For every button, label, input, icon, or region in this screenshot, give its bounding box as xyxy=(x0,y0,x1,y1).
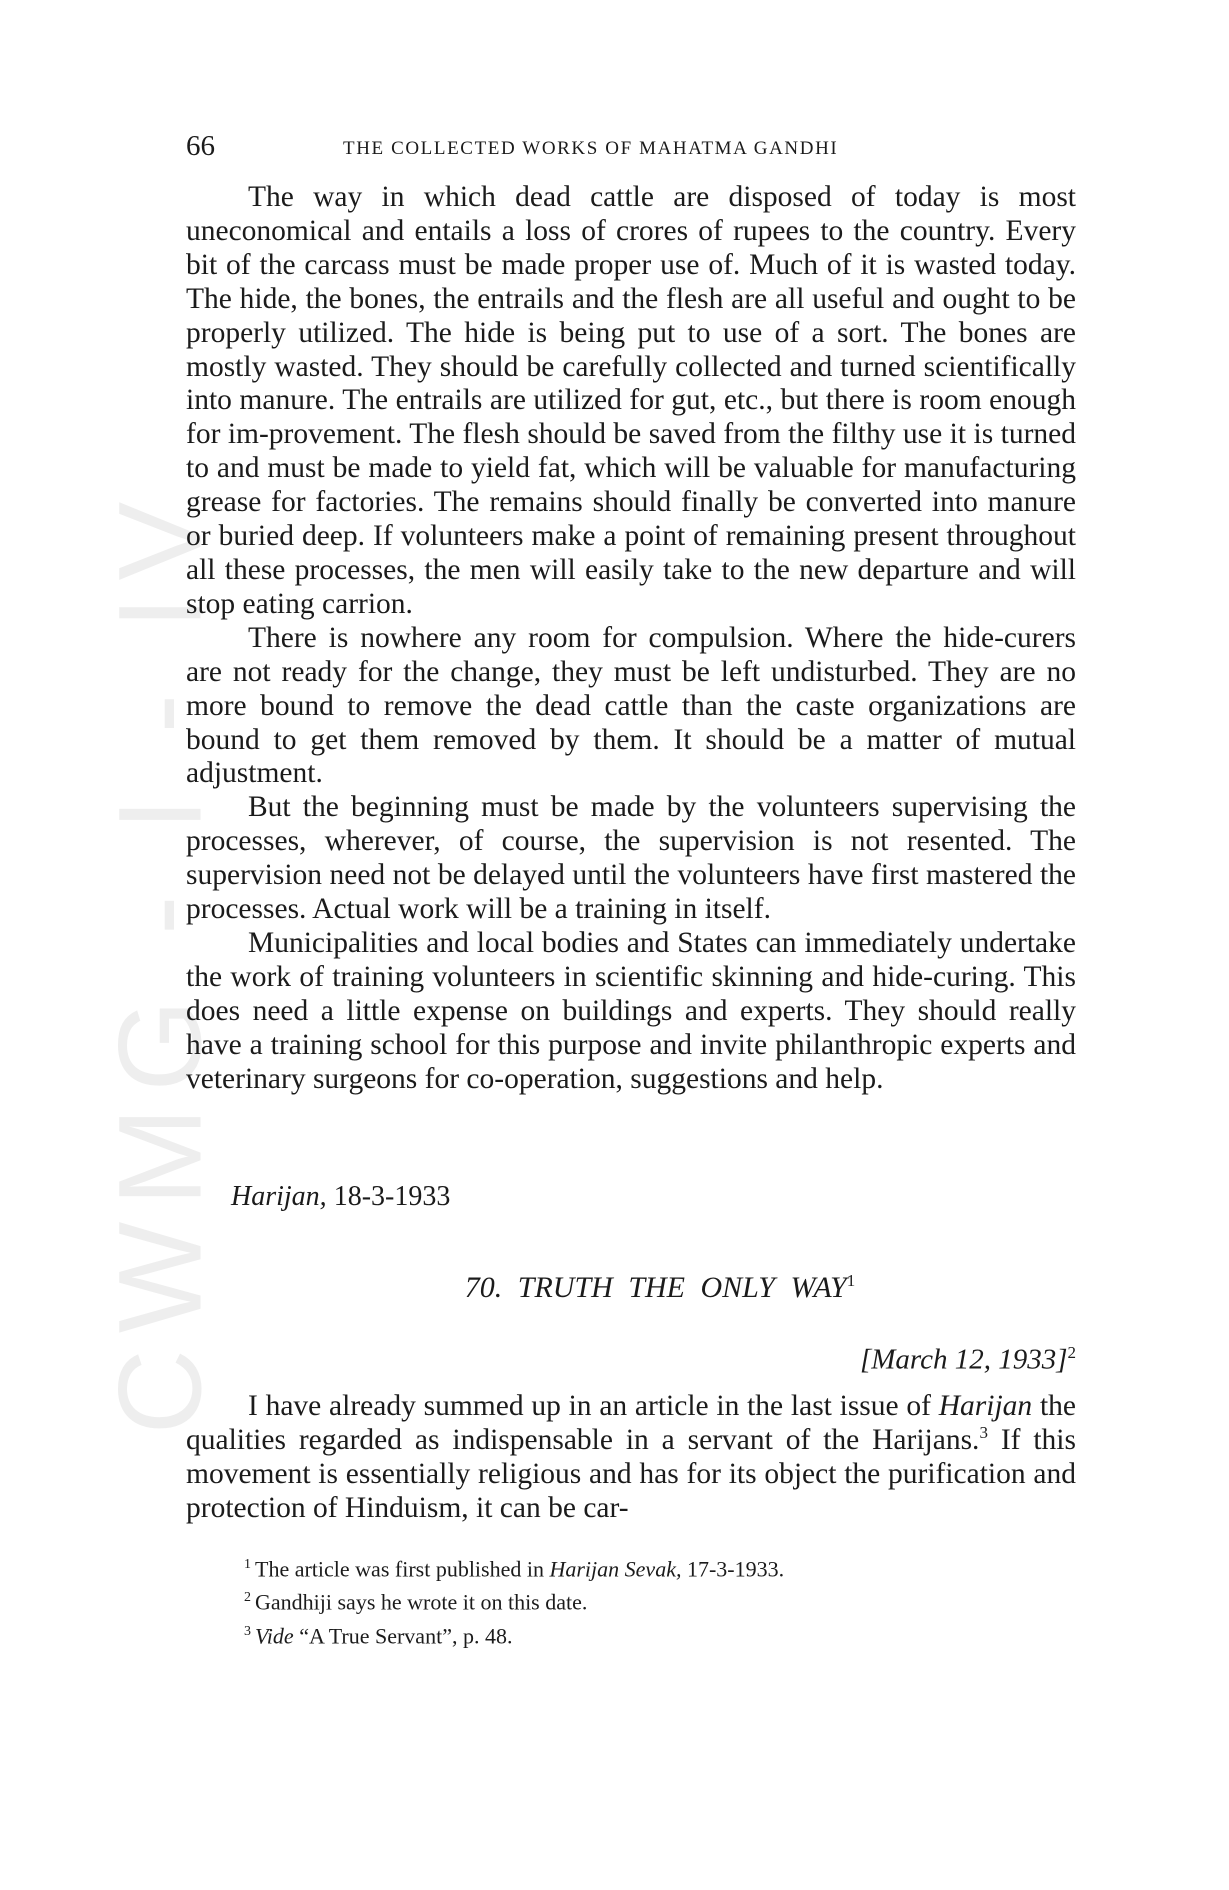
publication-name: Harijan xyxy=(938,1390,1033,1422)
text-run: If this movement is essentially religious and has for its object the purification and protection of Hinduism, it can be car- xyxy=(186,1423,1076,1524)
page-header xyxy=(186,130,1076,170)
footnote xyxy=(244,1550,1074,1583)
page-number: 66 xyxy=(186,130,215,162)
footnote-text: 17-3-1933. xyxy=(681,1556,785,1582)
text-run: I have already summed up in an article in the last issue of xyxy=(248,1390,939,1422)
footnote-ref: 3 xyxy=(979,1423,988,1443)
source-citation xyxy=(231,1181,450,1213)
footnote-text: The article was first published in xyxy=(255,1556,550,1582)
paragraph xyxy=(186,1390,1076,1526)
footnote xyxy=(244,1617,1074,1650)
running-head: THE COLLECTED WORKS OF MAHATMA GANDHI xyxy=(343,138,839,159)
footnote-text: Gandhiji says he wrote it on this date. xyxy=(255,1589,588,1615)
article-body xyxy=(186,1390,1076,1526)
footnote-italic: Vide xyxy=(255,1622,294,1648)
footnote-mark: 3 xyxy=(244,1623,251,1639)
paragraph: There is nowhere any room for compulsion. Where the hide-curers are not ready for the change, they must be left undisturbed. They are no more bound to remove the dead cattle than the caste organizations are bound to get them removed by them. It should be a matter of mutual adjustment. xyxy=(186,621,1076,790)
source-date: 18-3-1933 xyxy=(333,1181,451,1212)
footnote-italic: Harijan Sevak, xyxy=(549,1556,682,1582)
text-run: the qualities regarded as indispensable in a servant of the Harijans. xyxy=(186,1390,1076,1456)
source-publication: Harijan, xyxy=(231,1181,327,1212)
article-title: TRUTH THE ONLY WAY xyxy=(517,1271,847,1304)
dateline-text: [March 12, 1933] xyxy=(859,1343,1068,1376)
paragraph: Municipalities and local bodies and States can immediately undertake the work of training volunteers in scientific skinning and hide-curing. This does need a little expense on buildings and experts. They should really have a training school for this purpose and invite philanthropic experts and veterinary surgeons for co-operation, suggestions and help. xyxy=(186,926,1076,1095)
dateline xyxy=(860,1343,1076,1377)
paragraph: The way in which dead cattle are disposed of today is most uneconomical and entails a loss of crores of rupees to the country. Every bit of the carcass must be made proper use of. Much of it is wasted today. The hide, the bones, the entrails and the flesh are all useful and ought to be properly utilized. The hide is being put to use of a sort. The bones are mostly wasted. They should be carefully collected and turned scientifically into manure. The entrails are utilized for gut, etc., but there is room enough for im-provement. The flesh should be saved from the filthy use it is turned to and must be made to yield fat, which will be valuable for manufacturing grease for factories. The remains should finally be converted into manure or buried deep. If volunteers make a point of remaining present throughout all these processes, the men will easily take to the new departure and will stop eating carrion. xyxy=(186,181,1076,620)
footnote-ref: 1 xyxy=(846,1271,856,1290)
footnotes xyxy=(244,1550,1074,1650)
article-heading xyxy=(186,1271,1076,1305)
footnote-mark: 1 xyxy=(244,1557,251,1572)
paragraph: But the beginning must be made by the volunteers supervising the processes, wherever, of course, the supervision is not resented. The supervision need not be delayed until the volunteers have first mastered the processes. Actual work will be a training in itself. xyxy=(186,791,1076,926)
article-number: 70. xyxy=(464,1271,503,1304)
footnote-mark: 2 xyxy=(244,1590,251,1606)
footnote-ref: 2 xyxy=(1067,1343,1076,1362)
continued-text xyxy=(186,181,1076,1096)
footnote xyxy=(244,1583,1074,1616)
footnote-text: “A True Servant”, p. 48. xyxy=(293,1622,513,1648)
watermark-text: CWMG - I - IV xyxy=(94,485,227,1435)
